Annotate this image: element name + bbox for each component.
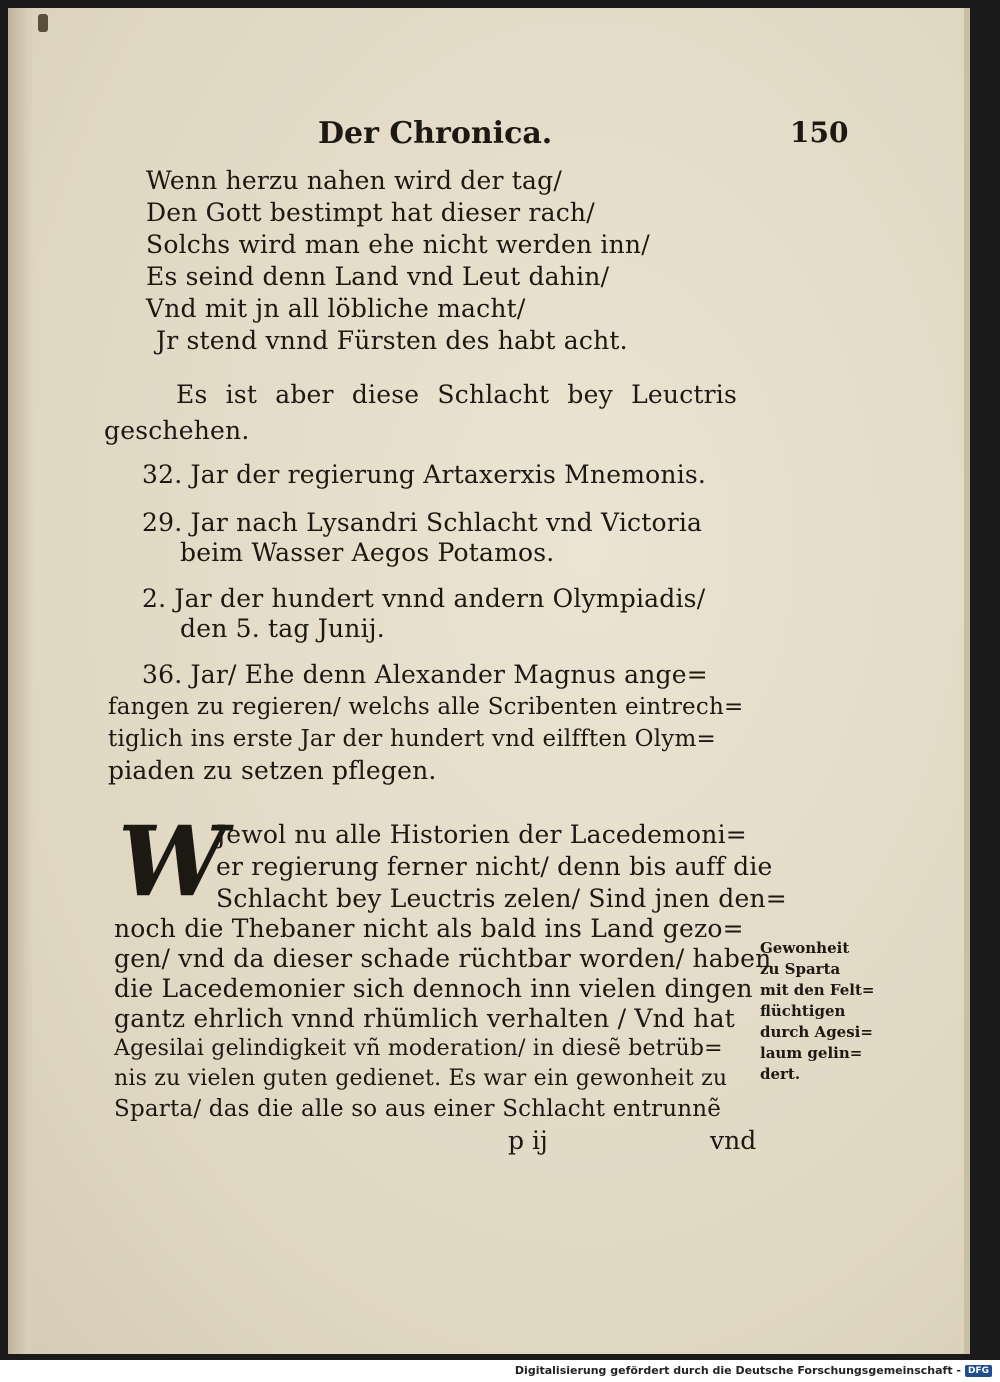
margin-note-line: flüchtigen [760,1002,846,1020]
drop-initial: W [118,805,226,918]
signature-mark: p ij [508,1126,548,1155]
dfg-logo: DFG [965,1365,992,1377]
body-line: gen/ vnd da dieser schade rüchtbar worden/ haben [114,944,772,973]
body-line: noch die Thebaner nicht als bald ins Land gezo= [114,914,744,943]
verse-line: Wenn herzu nahen wird der tag/ [146,166,562,195]
page-marker [38,14,48,32]
digitization-footer [515,1364,992,1377]
margin-note-line: durch Agesi= [760,1023,873,1041]
margin-note-line: laum gelin= [760,1044,863,1062]
intro-line: geschehen. [104,416,250,445]
date-entry: tiglich ins erste Jar der hundert vnd eilfften Olym= [108,726,716,752]
date-entry: 32. Jar der regierung Artaxerxis Mnemonis. [142,460,707,489]
page-edge [964,8,970,1354]
verse-line: Jr stend vnnd Fürsten des habt acht. [156,326,628,355]
margin-note [760,938,888,1085]
verse-line: Den Gott bestimpt hat dieser rach/ [146,198,595,227]
margin-note-line: mit den Felt= [760,981,875,999]
intro-line: Es ist aber diese Schlacht bey Leuctris [176,380,738,409]
catchword: vnd [710,1126,757,1155]
book-page [8,8,970,1354]
body-line: nis zu vielen guten gedienet. Es war ein gewonheit zu [114,1066,728,1091]
date-entry: den 5. tag Junij. [180,614,385,643]
date-entry: piaden zu setzen pflegen. [108,756,437,785]
margin-note-line: Gewonheit [760,939,850,957]
date-entry: 36. Jar/ Ehe denn Alexander Magnus ange= [142,660,708,689]
date-entry: beim Wasser Aegos Potamos. [180,538,555,567]
body-line: Schlacht bey Leuctris zelen/ Sind jnen den= [216,884,787,913]
body-line: Sparta/ das die alle so aus einer Schlacht entrunnẽ [114,1096,722,1122]
verse-line: Solchs wird man ehe nicht werden inn/ [146,230,650,259]
margin-note-line: zu Sparta [760,960,841,978]
funding-credit: Digitalisierung gefördert durch die Deutsche Forschungsgemeinschaft - [514,1364,961,1377]
binding-shadow [8,8,34,1354]
verse-line: Vnd mit jn all löbliche macht/ [146,294,526,323]
body-line: er regierung ferner nicht/ denn bis auff die [216,852,773,881]
date-entry: fangen zu regieren/ welchs alle Scribenten eintrech= [108,694,744,720]
body-line: Agesilai gelindigkeit vñ moderation/ in diesẽ betrüb= [114,1036,723,1061]
verse-line: Es seind denn Land vnd Leut dahin/ [146,262,610,291]
margin-note-line: dert. [760,1065,801,1083]
folio-number: 150 [790,116,849,149]
body-line: Jewol nu alle Historien der Lacedemoni= [216,820,747,849]
body-line: die Lacedemonier sich dennoch inn vielen dingen [114,974,753,1003]
body-line: gantz ehrlich vnnd rhümlich verhalten / Vnd hat [114,1004,735,1033]
date-entry: 29. Jar nach Lysandri Schlacht vnd Victoria [142,508,703,537]
date-entry: 2. Jar der hundert vnnd andern Olympiadis/ [142,584,706,613]
running-head: Der Chronica. [318,116,553,151]
